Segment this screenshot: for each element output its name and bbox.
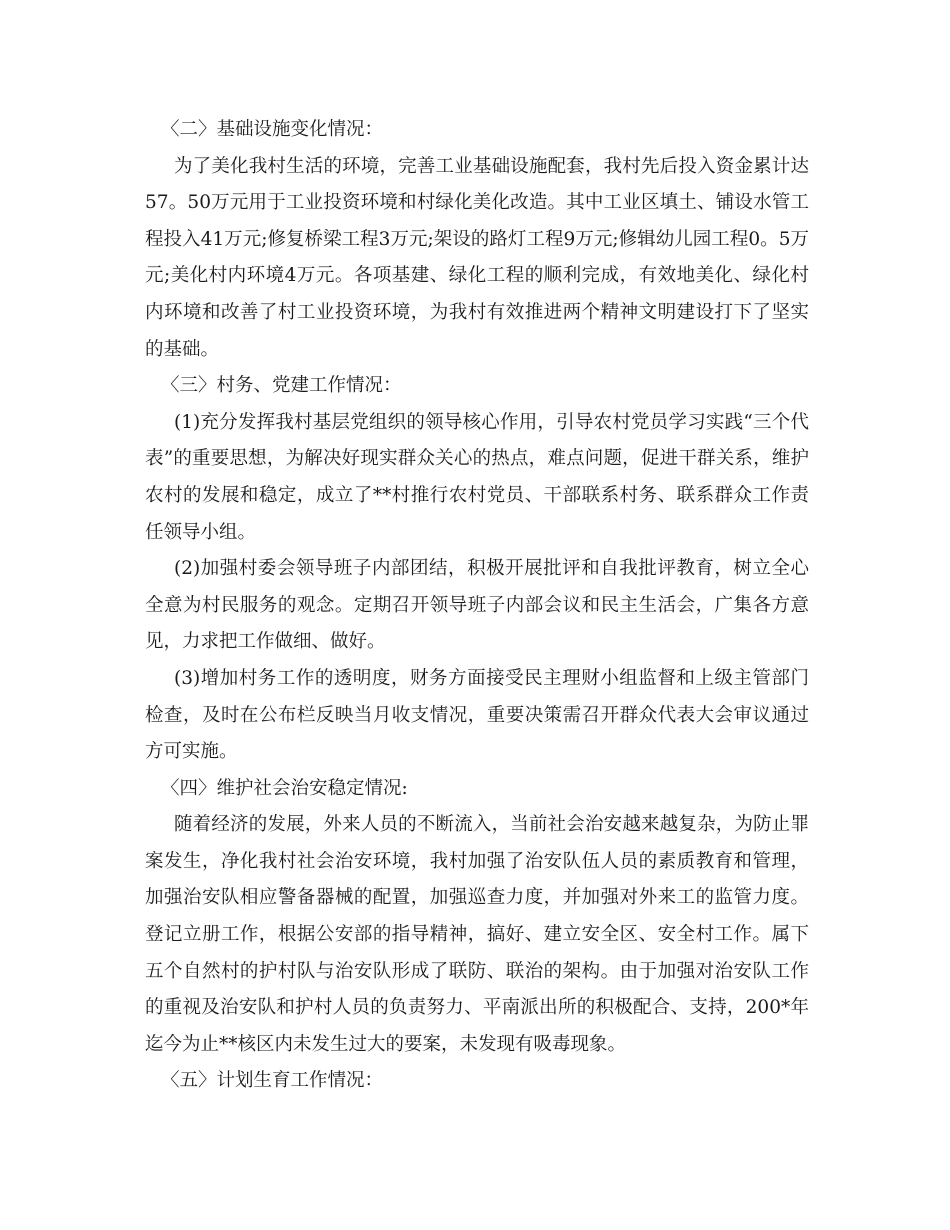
section-heading-village-party-affairs: 〈三〉村务、党建工作情况： [161,375,402,397]
section-heading-infrastructure: 〈二〉基础设施变化情况： [161,119,384,140]
paragraph-public-security: 随着经济的发展，外来人员的不断流入，当前社会治安越来越复杂，为防止罪案发生，净化我村社会治安环境，我村加强了治安队伍人员的素质教育和管理，加强治安队相应警备器械的配置，加强巡查力度，并加强对外来工的监管力度。登记立册工作，根据公安部的指导精神，搞好、建立安全区、安全村工作。属下五个自然村的护村队与治安队形成了联防、联治的架构。由于加强对治安队工作的重视及治安队和护村人员的负责努力、平南派出所的积极配合、支持，200*年迄今为止**核区内未发生过大的要案，未发现有吸毒现象。 [145,814,809,1055]
paragraph-party-leadership: (1)充分发挥我村基层党组织的领导核心作用，引导农村党员学习实践“三个代表”的重要思想，为解决好现实群众关心的热点，难点问题，促进干群关系，维护农村的发展和稳定，成立了**村推行农村党员、干部联系村务、联系群众工作责任领导小组。 [145,411,809,543]
paragraph-committee-unity: (2)加强村委会领导班子内部团结，积极开展批评和自我批评教育，树立全心全意为村民服务的观念。定期召开领导班子内部会议和民主生活会，广集各方意见，力求把工作做细、做好。 [145,558,809,653]
section-heading-family-planning: 〈五〉计划生育工作情况： [161,1070,384,1092]
document-body [145,112,809,1100]
paragraph-transparency: (3)增加村务工作的透明度，财务方面接受民主理财小组监督和上级主管部门检查，及时在公布栏反映当月收支情况，重要决策需召开群众代表大会审议通过方可实施。 [145,667,809,763]
paragraph-infrastructure: 为了美化我村生活的环境，完善工业基础设施配套，我村先后投入资金累计达57。50万元用于工业投资环境和村绿化美化改造。其中工业区填土、铺设水管工程投入41万元;修复桥梁工程3万元;架设的路灯工程9万元;修辑幼儿园工程0。5万元;美化村内环境4万元。各项基建、绿化工程的顺利完成，有效地美化、绿化村内环境和改善了村工业投资环境，为我村有效推进两个精神文明建设打下了坚实的基础。 [145,155,809,360]
section-heading-public-security: 〈四〉维护社会治安稳定情况: [161,777,408,799]
